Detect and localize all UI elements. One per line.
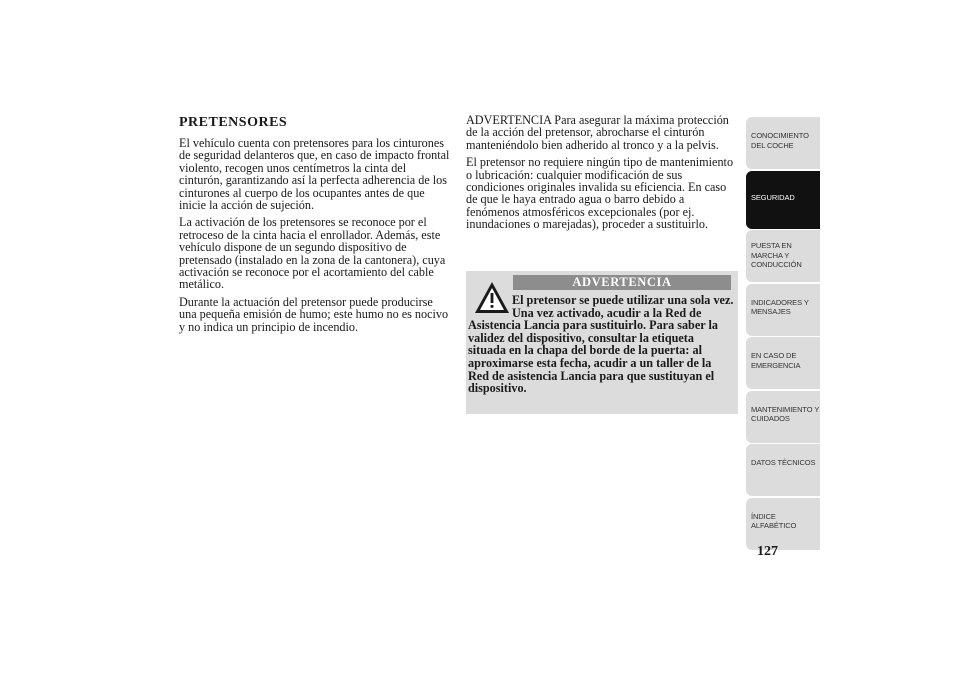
- warning-title: ADVERTENCIA: [513, 275, 731, 290]
- tab-label: ÍNDICE: [751, 511, 776, 521]
- tab-label: CONDUCCIÓN: [751, 260, 802, 269]
- tab-label: INDICADORES Y: [751, 297, 809, 307]
- warning-box: [466, 271, 738, 414]
- tab-seguridad[interactable]: [746, 171, 820, 229]
- warning-text: El pretensor se puede utilizar una sola vez. Una vez activado, acudir a la Red de Asistencia Lancia para sustituirlo. Para saber la validez del dispositivo, consultar la etiqueta situada en la chapa del borde de la puerta: al aproximarse esta fecha, acudir a un taller de la Red de asistencia Lancia para que sustituyan el dispositivo.: [468, 293, 734, 396]
- warning-text-container: [468, 294, 734, 395]
- tab-puesta-en-marcha[interactable]: [746, 230, 820, 282]
- paragraph: El pretensor no requiere ningún tipo de mantenimiento o lubricación: cualquier modificación de sus condiciones originales invalida su eficiencia. En caso de que le haya entrado agua o barro debido a fenómenos atmosféricos excepcionales (por ej. inundaciones o marejadas), proceder a sustituirlo.: [466, 155, 734, 232]
- tab-label: EMERGENCIA: [751, 360, 801, 370]
- icon-spacer: [468, 294, 512, 319]
- paragraph: El vehículo cuenta con pretensores para los cinturones de seguridad delanteros que, en caso de impacto frontal violento, recogen unos centímetros la cinta del cinturón, garantizando así la perfecta adherencia de los cinturones al cuerpo de los ocupantes antes de que inicie la acción de sujeción.: [179, 136, 450, 213]
- tab-indicadores-y-mensajes[interactable]: [746, 284, 820, 336]
- tab-label: CUIDADOS: [751, 414, 790, 423]
- tab-label: DEL COCHE: [751, 140, 794, 150]
- right-column: [466, 114, 738, 236]
- tab-label: SEGURIDAD: [751, 192, 795, 202]
- paragraph: La activación de los pretensores se reconoce por el retroceso de la cinta hacia el enrollador. Además, este vehículo dispone de un segundo dispositivo de pretensado (instalado en la zona de la cantonera), cuya activación se reconoce por el acortamiento del cable metálico.: [179, 215, 446, 292]
- tab-label: MENSAJES: [751, 307, 791, 316]
- tab-label: PUESTA EN: [751, 241, 792, 250]
- paragraph: Durante la actuación del pretensor puede producirse una pequeña emisión de humo; este humo no es nocivo y no indica un principio de incendio.: [179, 294, 449, 334]
- left-column: [179, 114, 451, 338]
- page-number: 127: [757, 544, 778, 559]
- tab-label: MARCHA Y: [751, 250, 790, 260]
- tab-label: DATOS TÉCNICOS: [751, 458, 816, 467]
- tab-label: ALFABÉTICO: [751, 521, 797, 530]
- tab-label: EN CASO DE: [751, 351, 797, 360]
- tab-label: MANTENIMIENTO Y: [751, 404, 820, 414]
- tab-label: CONOCIMIENTO: [751, 131, 809, 140]
- tab-en-caso-de-emergencia[interactable]: [746, 337, 820, 389]
- paragraph: ADVERTENCIA Para asegurar la máxima protección de la acción del pretensor, abrocharse el cinturón manteniéndolo bien adherido al tronco y a la pelvis.: [466, 113, 729, 152]
- tab-datos-tecnicos[interactable]: [746, 444, 820, 496]
- section-heading: PRETENSORES: [179, 115, 288, 130]
- tab-mantenimiento-y-cuidados[interactable]: [746, 391, 820, 443]
- tab-conocimiento-del-coche[interactable]: [746, 117, 820, 169]
- chapter-tabs: [746, 117, 820, 551]
- tab-indice-alfabetico[interactable]: [746, 498, 820, 550]
